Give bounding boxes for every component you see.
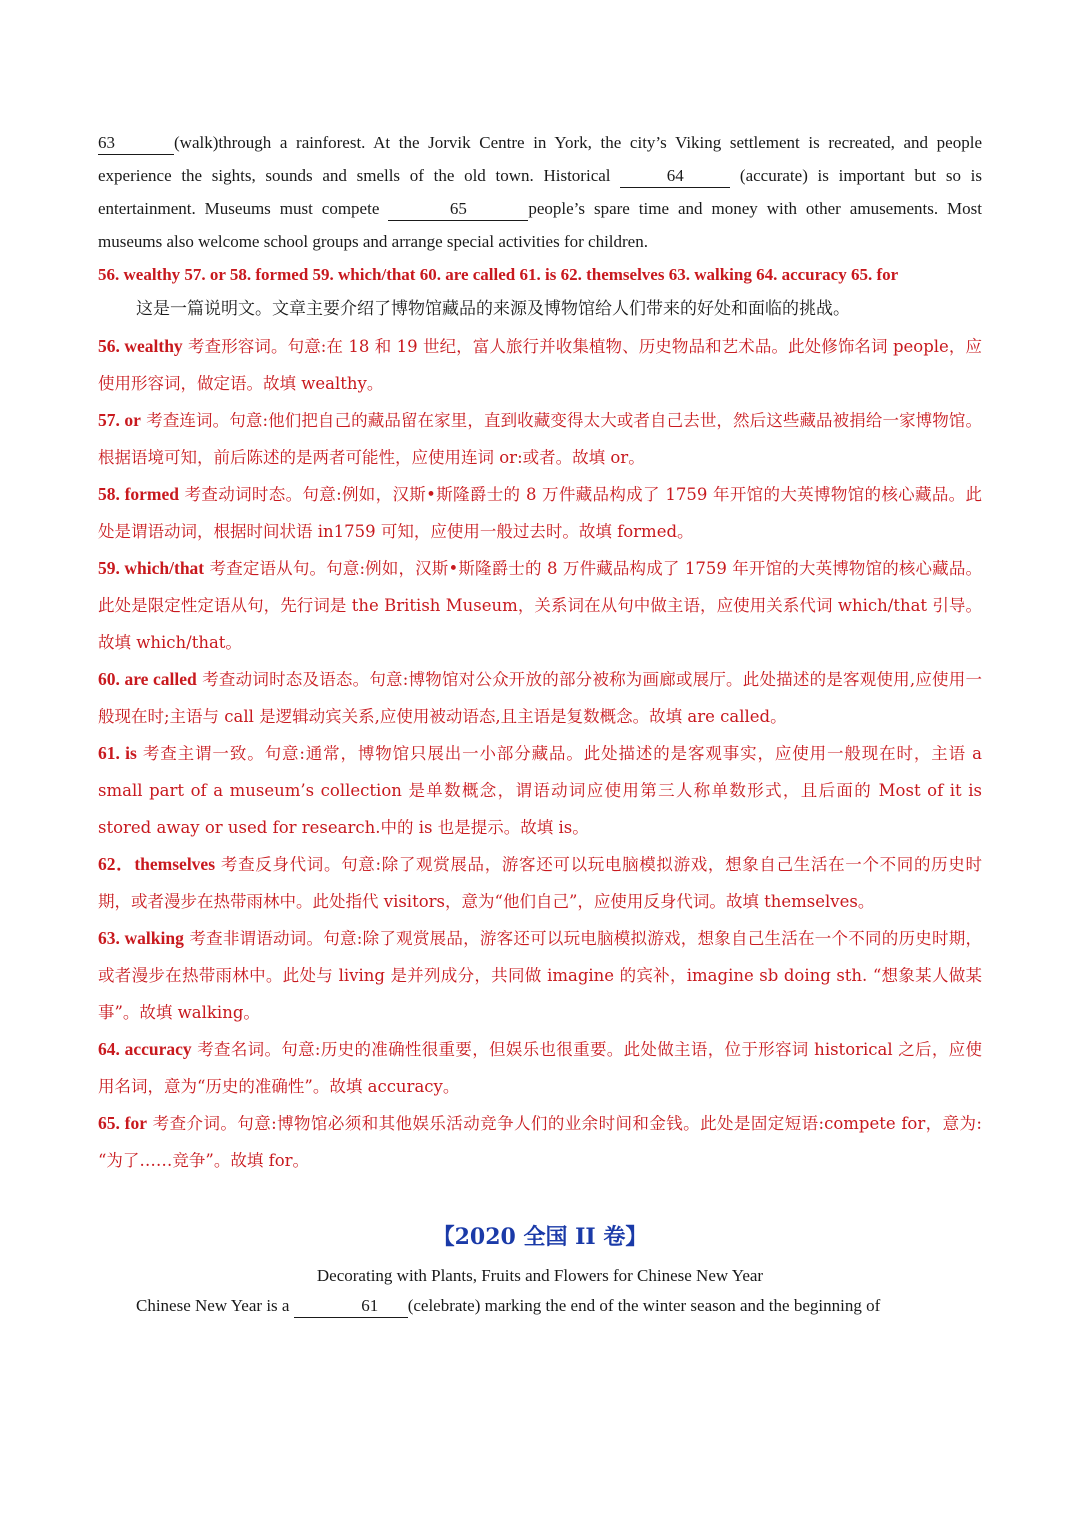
explanation-item	[98, 1105, 982, 1179]
passage-summary: 这是一篇说明文。文章主要介绍了博物馆藏品的来源及博物馆给人们带来的好处和面临的挑战。	[136, 299, 850, 319]
passage-text-3: people’s spare time and money with other amusements. Most museums also welcome school groups and arrange special activities for children.	[98, 199, 983, 251]
explanation-text: 考查介词。句意:博物馆必须和其他娱乐活动竞争人们的业余时间和金钱。此处是固定短语:compete for，意为: “为了……竞争”。故填 for。	[98, 1114, 982, 1170]
explanation-text: 考查动词时态及语态。句意:博物馆对公众开放的部分被称为画廊或展厅。此处描述的是客观使用,应使用一般现在时;主语与 call 是逻辑动宾关系,应使用被动语态,且主语是复数概念。故填 are called。	[98, 670, 982, 726]
passage-title: Decorating with Plants, Fruits and Flowers for Chinese New Year	[316, 1266, 764, 1285]
explanation-item	[98, 328, 982, 402]
blank-65: 65	[388, 198, 528, 221]
explanation-text: 考查主谓一致。句意:通常，博物馆只展出一小部分藏品。此处描述的是客观事实，应使用一般现在时，主语 a small part of a museum’s collection 是单数概念，谓语动词应使用第三人称单数形式，且后面的 Most of it is stored away or used for research.中的 is 也是提示。故填 is。	[98, 744, 982, 837]
explanation-text: 考查名词。句意:历史的准确性很重要，但娱乐也很重要。此处做主语，位于形容词 historical 之后，应使用名词，意为“历史的准确性”。故填 accuracy。	[98, 1040, 982, 1096]
page-content	[98, 126, 982, 1321]
explanation-item	[98, 735, 982, 846]
next-passage-first-line	[98, 1291, 982, 1321]
explanation-answer: 61. is	[98, 743, 137, 763]
explanation-answer: 65. for	[98, 1113, 148, 1133]
explanation-list	[98, 328, 982, 1179]
explanation-answer: 58. formed	[98, 484, 180, 504]
blank-63: 63	[98, 132, 174, 155]
explanation-item	[98, 846, 982, 920]
explanation-text: 考查动词时态。句意:例如，汉斯•斯隆爵士的 8 万件藏品构成了 1759 年开馆的大英博物馆的核心藏品。此处是谓语动词，根据时间状语 in1759 可知，应使用一般过去时。故填 formed。	[98, 485, 982, 541]
explanation-item	[98, 661, 982, 735]
explanation-answer: 60. are called	[98, 669, 197, 689]
explanation-text: 考查形容词。句意:在 18 和 19 世纪，富人旅行并收集植物、历史物品和艺术品。此处修饰名词 people，应使用形容词，做定语。故填 wealthy。	[98, 337, 983, 393]
explanation-answer: 56. wealthy	[98, 336, 183, 356]
explanation-item	[98, 550, 982, 661]
explanation-item	[98, 402, 982, 476]
blank-64: 64	[620, 165, 730, 188]
explanation-item	[98, 476, 982, 550]
explanation-item	[98, 1031, 982, 1105]
explanation-item	[98, 920, 982, 1031]
passage-paragraph	[98, 126, 982, 258]
explanation-answer: 62．themselves	[98, 854, 216, 874]
explanation-text: 考查定语从句。句意:例如，汉斯•斯隆爵士的 8 万件藏品构成了 1759 年开馆的大英博物馆的核心藏品。此处是限定性定语从句，先行词是 the British Museum，关系词在从句中做主语，应使用关系代词 which/that 引导。故填 which/that。	[98, 559, 982, 652]
next-passage-text-2: (celebrate) marking the end of the winter season and the beginning of	[407, 1296, 881, 1315]
explanation-answer: 63. walking	[98, 928, 184, 948]
explanation-answer: 57. or	[98, 410, 141, 430]
explanation-answer: 59. which/that	[98, 558, 205, 578]
explanation-text: 考查反身代词。句意:除了观赏展品，游客还可以玩电脑模拟游戏，想象自己生活在一个不同的历史时期，或者漫步在热带雨林中。此处指代 visitors，意为“他们自己”，应使用反身代词。故填 themselves。	[98, 855, 982, 911]
passage-text-1: (walk)through a rainforest. At the Jorvik Centre in York, the city’s Viking settlement is recreated, and people experience the sights, sounds and smells of the old town. Historical	[98, 133, 982, 185]
passage-text-2: (accurate) is important but so is entertainment. Museums must compete	[98, 166, 982, 218]
explanation-answer: 64. accuracy	[98, 1039, 192, 1059]
explanation-text: 考查连词。句意:他们把自己的藏品留在家里，直到收藏变得太大或者自己去世，然后这些藏品被捐给一家博物馆。根据语境可知，前后陈述的是两者可能性，应使用连词 or:或者。故填 or。	[98, 411, 982, 467]
blank-61: 61	[294, 1295, 408, 1318]
section-title: 【2020 全国 II 卷】	[432, 1224, 648, 1250]
answer-key: 56. wealthy 57. or 58. formed 59. which/that 60. are called 61. is 62. themselves 63. walking 64. accuracy 65. for	[98, 265, 899, 284]
next-passage-text-1: Chinese New Year is a	[136, 1296, 290, 1315]
explanation-text: 考查非谓语动词。句意:除了观赏展品，游客还可以玩电脑模拟游戏，想象自己生活在一个不同的历史时期，或者漫步在热带雨林中。此处与 living 是并列成分，共同做 imagine 的宾补，imagine sb doing sth. “想象某人做某事”。故填 walking。	[98, 929, 982, 1022]
